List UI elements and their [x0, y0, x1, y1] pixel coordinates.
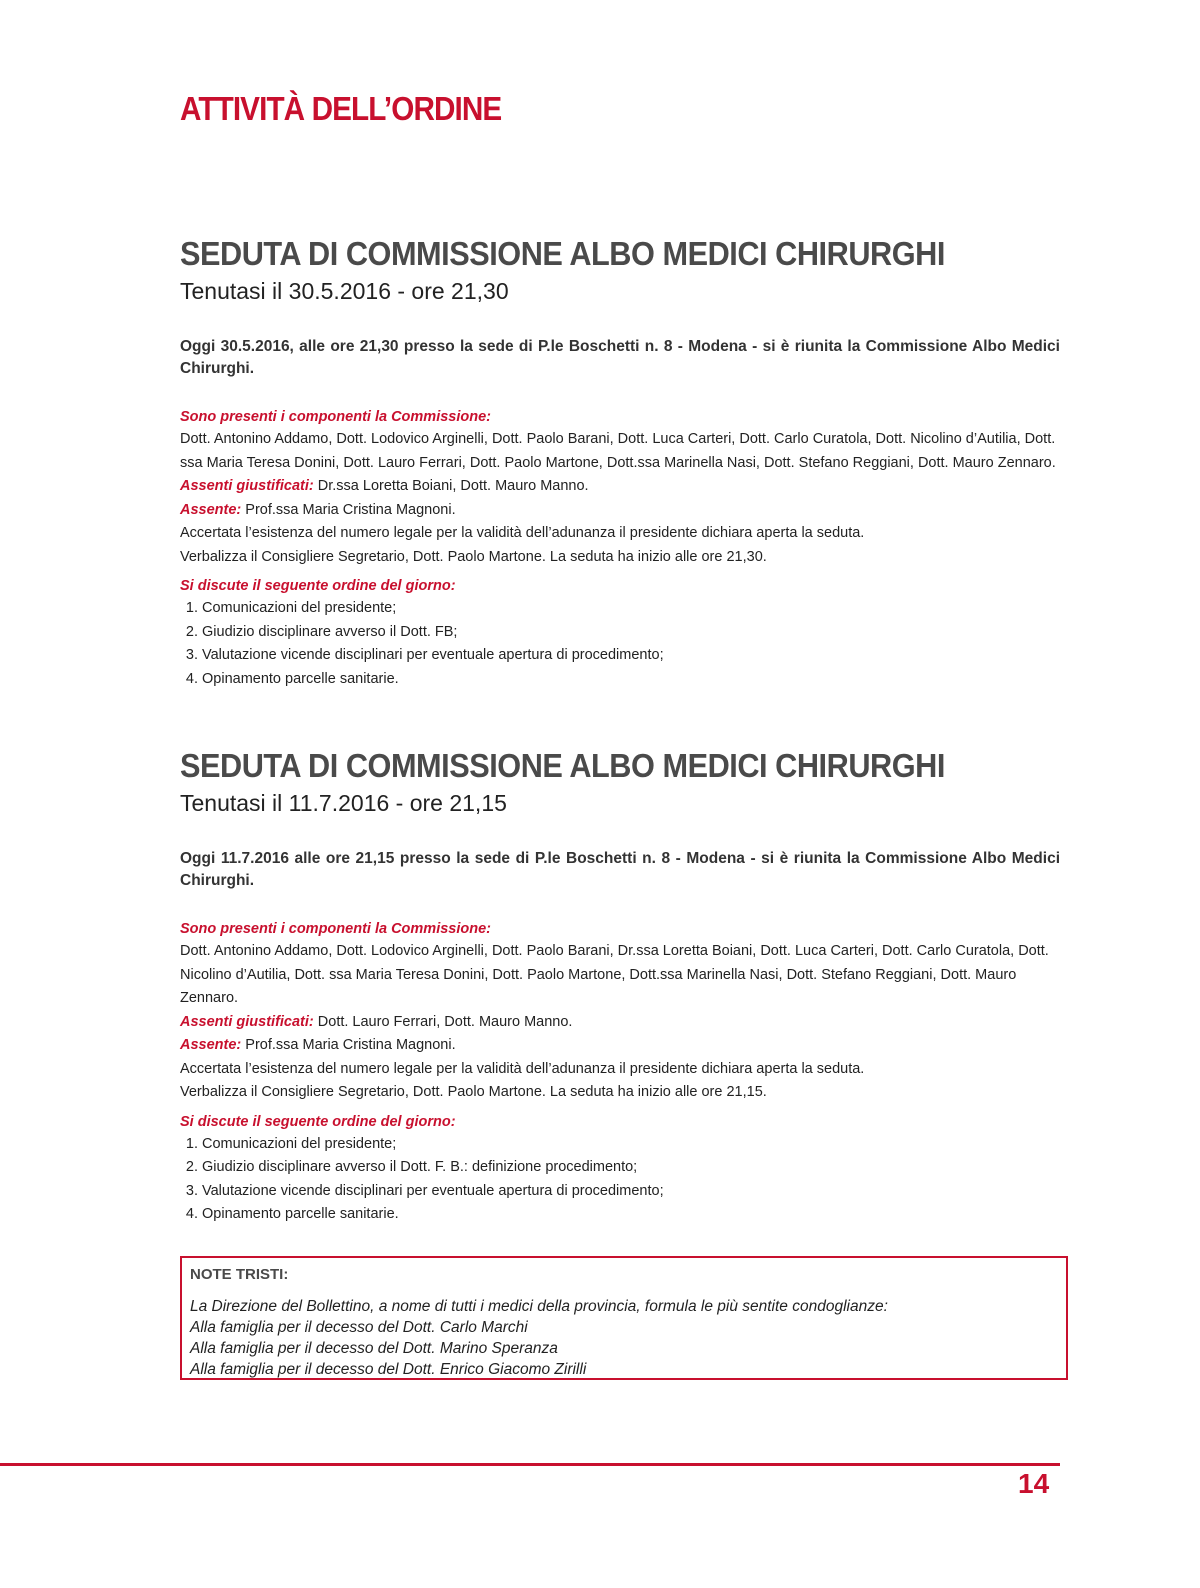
- meeting-minutes-1: [180, 232, 1060, 691]
- footer-divider: [0, 1463, 1060, 1466]
- agenda-item: 1. Comunicazioni del presidente;: [202, 597, 1060, 621]
- agenda-item: 3. Valutazione vicende disciplinari per eventuale apertura di procedimento;: [202, 1180, 1060, 1204]
- absent-label: Assente:: [180, 1037, 242, 1053]
- present-list: Dott. Antonino Addamo, Dott. Lodovico Arginelli, Dott. Paolo Barani, Dott. Luca Carteri, Dott. Carlo Curatola, Dott. Nicolino d’Autilia, Dott. ssa Maria Teresa Donini, Dott. Lauro Ferrari, Dott. Paolo Martone, Dott.ssa Marinella Nasi, Dott. Stefano Reggiani, Dott. Mauro Zennaro.: [180, 431, 1056, 471]
- meeting-minutes-2: [180, 744, 1060, 1227]
- quorum-text: Accertata l’esistenza del numero legale per la validità dell’adunanza il presidente dichiara aperta la seduta.: [180, 525, 865, 541]
- present-list: Dott. Antonino Addamo, Dott. Lodovico Arginelli, Dott. Paolo Barani, Dr.ssa Loretta Boiani, Dott. Luca Carteri, Dott. Carlo Curatola, Dott. Nicolino d’Autilia, Dott. ssa Maria Teresa Donini, Dott. Paolo Martone, Dott.ssa Marinella Nasi, Dott. Stefano Reggiani, Dott. Mauro Zennaro.: [180, 943, 1049, 1006]
- absent-label: Assente:: [180, 501, 242, 518]
- agenda-item: 2. Giudizio disciplinare avverso il Dott. FB;: [202, 621, 1060, 645]
- notes-line: Alla famiglia per il decesso del Dott. Marino Speranza: [190, 1340, 558, 1357]
- agenda-label: Si discute il seguente ordine del giorno:: [180, 1113, 456, 1130]
- notes-intro: La Direzione del Bollettino, a nome di tutti i medici della provincia, formula le più sentite condoglianze:: [190, 1298, 888, 1315]
- notes-title: NOTE TRISTI:: [190, 1266, 289, 1283]
- meeting-subtitle: Tenutasi il 30.5.2016 - ore 21,30: [180, 278, 509, 304]
- absent-justified-label: Assenti giustificati:: [180, 478, 314, 494]
- agenda-item: 1. Comunicazioni del presidente;: [202, 1133, 1060, 1157]
- meeting-title: SEDUTA DI COMMISSIONE ALBO MEDICI CHIRURGHI: [180, 235, 945, 272]
- page-number: 14: [1018, 1468, 1050, 1499]
- present-label: Sono presenti i componenti la Commissione:: [180, 409, 491, 425]
- agenda-item: 4. Opinamento parcelle sanitarie.: [202, 1203, 1060, 1227]
- agenda-item: 4. Opinamento parcelle sanitarie.: [202, 668, 1060, 692]
- absent-line: [180, 499, 1060, 523]
- absent-justified-names: Dott. Lauro Ferrari, Dott. Mauro Manno.: [313, 1013, 573, 1030]
- quorum-text: Accertata l’esistenza del numero legale per la validità dell’adunanza il presidente dichiara aperta la seduta.: [180, 1060, 865, 1077]
- meeting-intro: Oggi 30.5.2016, alle ore 21,30 presso la sede di P.le Boschetti n. 8 - Modena - si è riunita la Commissione Albo Medici Chirurghi.: [180, 338, 1060, 377]
- absent-justified-names: Dr.ssa Loretta Boiani, Dott. Mauro Manno.: [313, 478, 589, 494]
- condolence-notes-box: [180, 1256, 1068, 1380]
- absent-justified-line: [180, 1011, 1060, 1035]
- meeting-intro: Oggi 11.7.2016 alle ore 21,15 presso la sede di P.le Boschetti n. 8 - Modena - si è riunita la Commissione Albo Medici Chirurghi.: [180, 850, 1060, 889]
- agenda-item: 3. Valutazione vicende disciplinari per eventuale apertura di procedimento;: [202, 644, 1060, 668]
- agenda-item: 2. Giudizio disciplinare avverso il Dott. F. B.: definizione procedimento;: [202, 1156, 1060, 1180]
- section-title: ATTIVITÀ DELL’ORDINE: [180, 90, 502, 127]
- absent-justified-line: [180, 475, 1060, 499]
- meeting-subtitle: Tenutasi il 11.7.2016 - ore 21,15: [180, 790, 507, 816]
- agenda-label: Si discute il seguente ordine del giorno:: [180, 578, 456, 594]
- absent-justified-label: Assenti giustificati:: [180, 1013, 314, 1030]
- meeting-title: SEDUTA DI COMMISSIONE ALBO MEDICI CHIRURGHI: [180, 747, 945, 784]
- agenda-list: [180, 1133, 1060, 1227]
- notes-line: Alla famiglia per il decesso del Dott. Enrico Giacomo Zirilli: [190, 1361, 587, 1378]
- absent-line: [180, 1034, 1060, 1058]
- secretary-text: Verbalizza il Consigliere Segretario, Dott. Paolo Martone. La seduta ha inizio alle ore 21,15.: [180, 1084, 767, 1100]
- agenda-list: [180, 597, 1060, 691]
- present-label: Sono presenti i componenti la Commissione:: [180, 921, 491, 937]
- absent-names: Prof.ssa Maria Cristina Magnoni.: [241, 501, 456, 518]
- notes-line: Alla famiglia per il decesso del Dott. Carlo Marchi: [190, 1319, 528, 1336]
- absent-names: Prof.ssa Maria Cristina Magnoni.: [241, 1037, 456, 1053]
- secretary-text: Verbalizza il Consigliere Segretario, Dott. Paolo Martone. La seduta ha inizio alle ore 21,30.: [180, 548, 767, 565]
